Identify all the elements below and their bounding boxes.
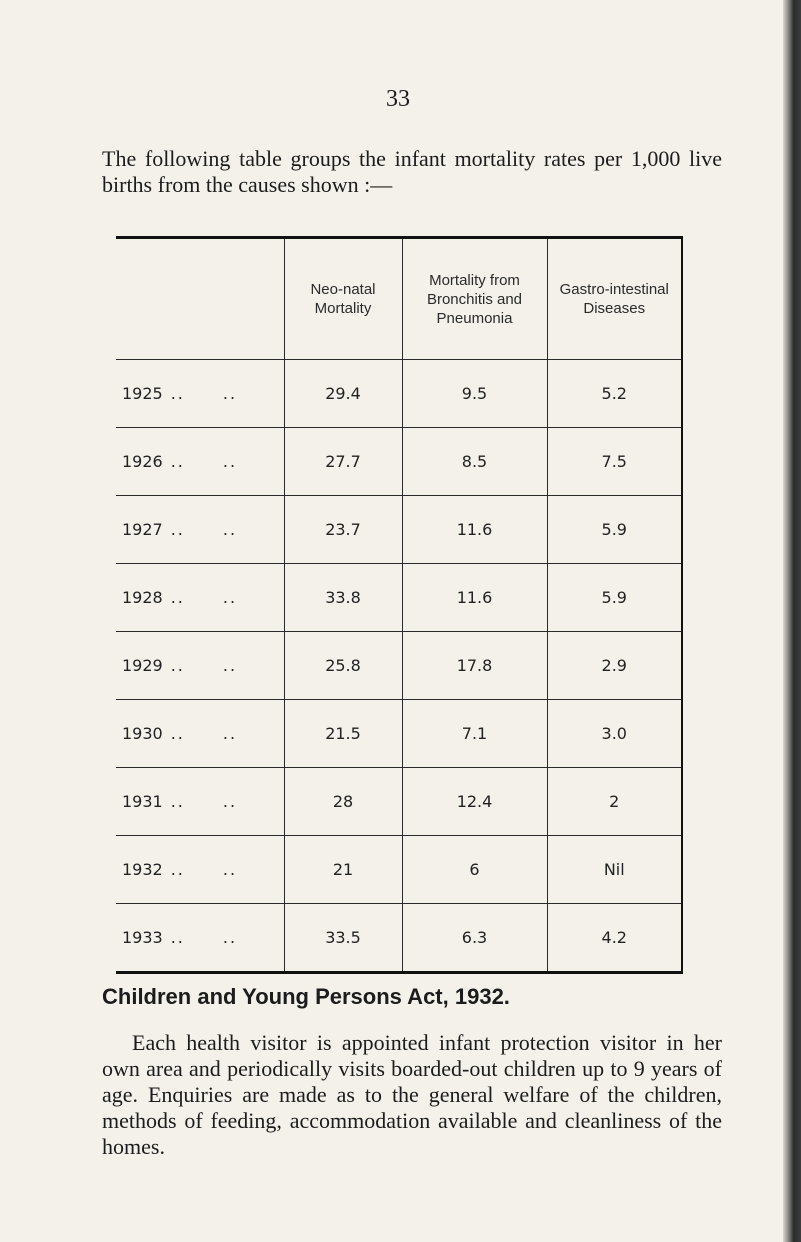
bronchitis-cell: 17.8	[402, 632, 547, 700]
leader-dots: ..	[170, 656, 185, 675]
table-row	[116, 632, 682, 700]
gastro-cell: 5.9	[547, 564, 682, 632]
year-cell	[116, 360, 284, 428]
year-cell	[116, 904, 284, 973]
leader-dots: ..	[222, 656, 238, 675]
year-cell	[116, 428, 284, 496]
leader-dots: ..	[222, 724, 238, 743]
neonatal-cell: 33.8	[284, 564, 402, 632]
bronchitis-cell: 6.3	[402, 904, 547, 973]
table-row	[116, 360, 682, 428]
year-label: 1931	[122, 792, 163, 811]
mortality-table	[116, 236, 683, 974]
gastro-cell: 5.2	[547, 360, 682, 428]
year-cell	[116, 700, 284, 768]
table-row	[116, 836, 682, 904]
year-cell	[116, 836, 284, 904]
leader-dots: ..	[170, 928, 185, 947]
year-cell	[116, 496, 284, 564]
neonatal-cell: 29.4	[284, 360, 402, 428]
leader-dots: ..	[170, 792, 185, 811]
year-label: 1925	[122, 384, 163, 403]
leader-dots: ..	[222, 588, 238, 607]
bronchitis-cell: 12.4	[402, 768, 547, 836]
leader-dots: ..	[222, 928, 238, 947]
gastro-cell: 3.0	[547, 700, 682, 768]
table-row	[116, 768, 682, 836]
leader-dots: ..	[222, 384, 238, 403]
neonatal-cell: 21.5	[284, 700, 402, 768]
leader-dots: ..	[170, 452, 185, 471]
table-row	[116, 564, 682, 632]
header-bronchitis: Mortality from Bronchitis and Pneumonia	[402, 238, 547, 360]
year-label: 1933	[122, 928, 163, 947]
bronchitis-cell: 7.1	[402, 700, 547, 768]
year-cell	[116, 768, 284, 836]
neonatal-cell: 25.8	[284, 632, 402, 700]
year-cell	[116, 564, 284, 632]
bronchitis-cell: 8.5	[402, 428, 547, 496]
header-blank	[116, 238, 284, 360]
intro-paragraph: The following table groups the infant mortality rates per 1,000 live births from the causes shown :—	[102, 146, 722, 197]
bronchitis-cell: 9.5	[402, 360, 547, 428]
neonatal-cell: 28	[284, 768, 402, 836]
year-label: 1929	[122, 656, 163, 675]
leader-dots: ..	[222, 792, 238, 811]
leader-dots: ..	[222, 860, 238, 879]
bronchitis-cell: 11.6	[402, 564, 547, 632]
table-row	[116, 428, 682, 496]
year-label: 1930	[122, 724, 163, 743]
leader-dots: ..	[170, 724, 185, 743]
year-label: 1928	[122, 588, 163, 607]
section-body: Each health visitor is appointed infant protection visitor in her own area and periodically visits boarded-out children up to 9 years of age. Enquiries are made as to the general welfare of the children, methods of feeding, accommodation available and cleanliness of the homes.	[102, 1030, 722, 1159]
page-number: 33	[386, 86, 410, 112]
leader-dots: ..	[222, 520, 238, 539]
gastro-cell: 7.5	[547, 428, 682, 496]
leader-dots: ..	[170, 520, 185, 539]
gastro-cell: 4.2	[547, 904, 682, 973]
leader-dots: ..	[222, 452, 238, 471]
leader-dots: ..	[170, 860, 185, 879]
neonatal-cell: 27.7	[284, 428, 402, 496]
year-cell	[116, 632, 284, 700]
gastro-cell: 5.9	[547, 496, 682, 564]
year-label: 1932	[122, 860, 163, 879]
neonatal-cell: 33.5	[284, 904, 402, 973]
table-row	[116, 496, 682, 564]
bronchitis-cell: 6	[402, 836, 547, 904]
scan-edge	[783, 0, 801, 1242]
year-label: 1926	[122, 452, 163, 471]
year-label: 1927	[122, 520, 163, 539]
section-heading: Children and Young Persons Act, 1932.	[102, 984, 510, 1009]
gastro-cell: Nil	[547, 836, 682, 904]
header-neonatal: Neo-natal Mortality	[284, 238, 402, 360]
table-header-row	[116, 238, 682, 360]
neonatal-cell: 21	[284, 836, 402, 904]
mortality-table-container	[116, 236, 682, 951]
leader-dots: ..	[170, 384, 185, 403]
table-row	[116, 700, 682, 768]
neonatal-cell: 23.7	[284, 496, 402, 564]
bronchitis-cell: 11.6	[402, 496, 547, 564]
gastro-cell: 2.9	[547, 632, 682, 700]
gastro-cell: 2	[547, 768, 682, 836]
header-gastro: Gastro-intestinal Diseases	[547, 238, 682, 360]
leader-dots: ..	[170, 588, 185, 607]
table-row	[116, 904, 682, 973]
